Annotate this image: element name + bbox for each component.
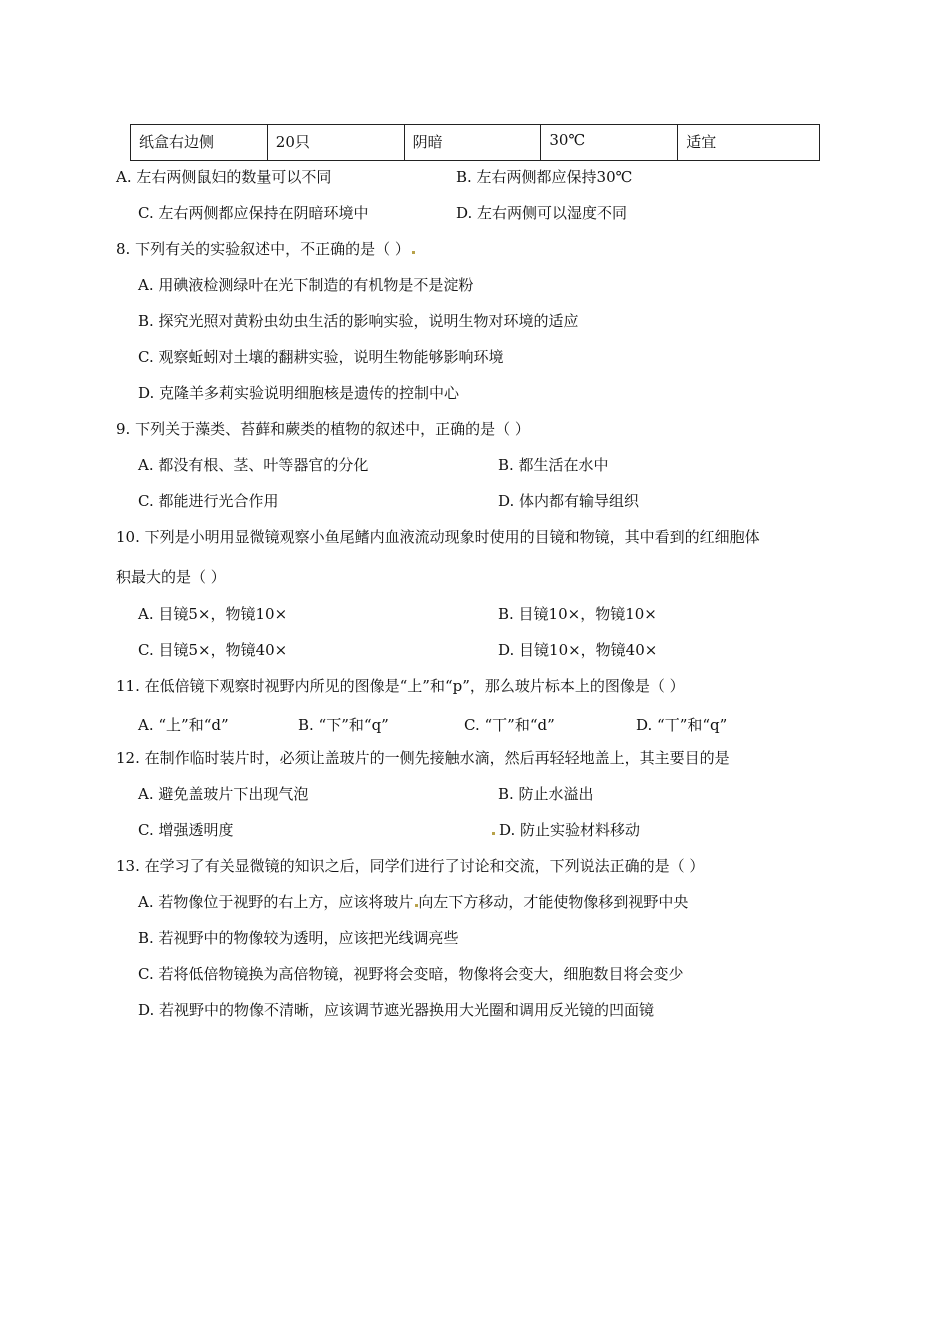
q7-option-b: B. 左右两侧都应保持30℃: [456, 168, 633, 186]
table-cell: 纸盒右边侧: [131, 125, 268, 161]
q12-option-d-text: D. 防止实验材料移动: [499, 821, 641, 839]
q13-option-c: C. 若将低倍物镜换为高倍物镜，视野将会变暗，物像将会变大，细胞数目将会变少: [138, 965, 684, 983]
q12-option-d: [490, 820, 640, 840]
q10-option-c: C. 目镜5×，物镜40×: [138, 641, 288, 659]
q11-option-d-suffix: ”和“q”: [679, 716, 728, 734]
q10-stem-line2: 积最大的是（ ）: [116, 568, 226, 586]
q8-option-b: B. 探究光照对黄粉虫幼虫生活的影响实验，说明生物对环境的适应: [138, 312, 579, 330]
q7-option-c: C. 左右两侧都应保持在阴暗环境中: [138, 204, 369, 222]
q8-stem: [116, 239, 415, 259]
q11-stem: 11. 在低倍镜下观察时视野内所见的图像是“上”和“p”，那么玻片标本上的图像是（ ）: [116, 677, 685, 695]
q11-option-c-prefix: C. “: [464, 716, 493, 734]
q11-option-d-glyph: 丅: [664, 716, 680, 734]
q8-option-c: C. 观察蚯蚓对土壤的翻耕实验，说明生物能够影响环境: [138, 348, 504, 366]
q11-option-b: B. “下”和“q”: [298, 716, 389, 734]
q11-option-c-glyph: 丅: [492, 716, 508, 734]
q11-option-a: A. “上”和“d”: [138, 716, 229, 734]
q13-option-d: D. 若视野中的物像不清晰，应该调节遮光器换用大光圈和调用反光镜的凹面镜: [138, 1001, 655, 1019]
q12-option-a: A. 避免盖玻片下出现气泡: [138, 785, 309, 803]
table-row: [131, 125, 820, 161]
q9-option-c: C. 都能进行光合作用: [138, 492, 279, 510]
q8-option-d: D. 克隆羊多莉实验说明细胞核是遗传的控制中心: [138, 384, 460, 402]
table-cell: 适宜: [678, 125, 820, 161]
experiment-table: [130, 124, 820, 161]
q12-option-b: B. 防止水溢出: [498, 785, 594, 803]
q12-stem: 12. 在制作临时装片时，必须让盖玻片的一侧先接触水滴，然后再轻轻地盖上，其主要目的是: [116, 749, 730, 767]
table-cell: 30℃: [541, 125, 678, 161]
q9-option-a: A. 都没有根、茎、叶等器官的分化: [138, 456, 369, 474]
table-cell: 20只: [267, 125, 404, 161]
q13-stem: 13. 在学习了有关显微镜的知识之后，同学们进行了讨论和交流，下列说法正确的是（ ）: [116, 857, 705, 875]
q13-option-a-part2: 向左下方移动，才能使物像移到视野中央: [418, 893, 689, 911]
q13-option-b: B. 若视野中的物像较为透明，应该把光线调亮些: [138, 929, 459, 947]
q7-option-d: D. 左右两侧可以湿度不同: [456, 204, 628, 222]
q10-option-a: A. 目镜5×，物镜10×: [138, 605, 288, 623]
mark-dot: [492, 832, 495, 835]
q11-option-c-suffix: ”和“d”: [507, 716, 555, 734]
q9-option-b: B. 都生活在水中: [498, 456, 609, 474]
q13-option-a-part1: A. 若物像位于视野的右上方，应该将玻片: [138, 893, 414, 911]
q12-option-c: C. 增强透明度: [138, 821, 234, 839]
q10-option-d: D. 目镜10×，物镜40×: [498, 641, 658, 659]
q9-option-d: D. 体内都有输导组织: [498, 492, 640, 510]
q13-option-a: [138, 892, 688, 912]
mark-dot: [412, 251, 415, 254]
q7-option-a: A. 左右两侧鼠妇的数量可以不同: [116, 168, 332, 186]
q10-stem-line1: 10. 下列是小明用显微镜观察小鱼尾鳍内血液流动现象时使用的目镜和物镜，其中看到的红细胞体: [116, 528, 760, 546]
q11-option-c: [464, 715, 555, 735]
q10-option-b: B. 目镜10×，物镜10×: [498, 605, 657, 623]
q8-stem-text: 8. 下列有关的实验叙述中，不正确的是（ ）: [116, 240, 410, 258]
q11-option-d-prefix: D. “: [636, 716, 665, 734]
q11-option-d: [636, 715, 727, 735]
table-cell: 阴暗: [404, 125, 541, 161]
q9-stem: 9. 下列关于藻类、苔藓和蕨类的植物的叙述中，正确的是（ ）: [116, 420, 530, 438]
q8-option-a: A. 用碘液检测绿叶在光下制造的有机物是不是淀粉: [138, 276, 474, 294]
